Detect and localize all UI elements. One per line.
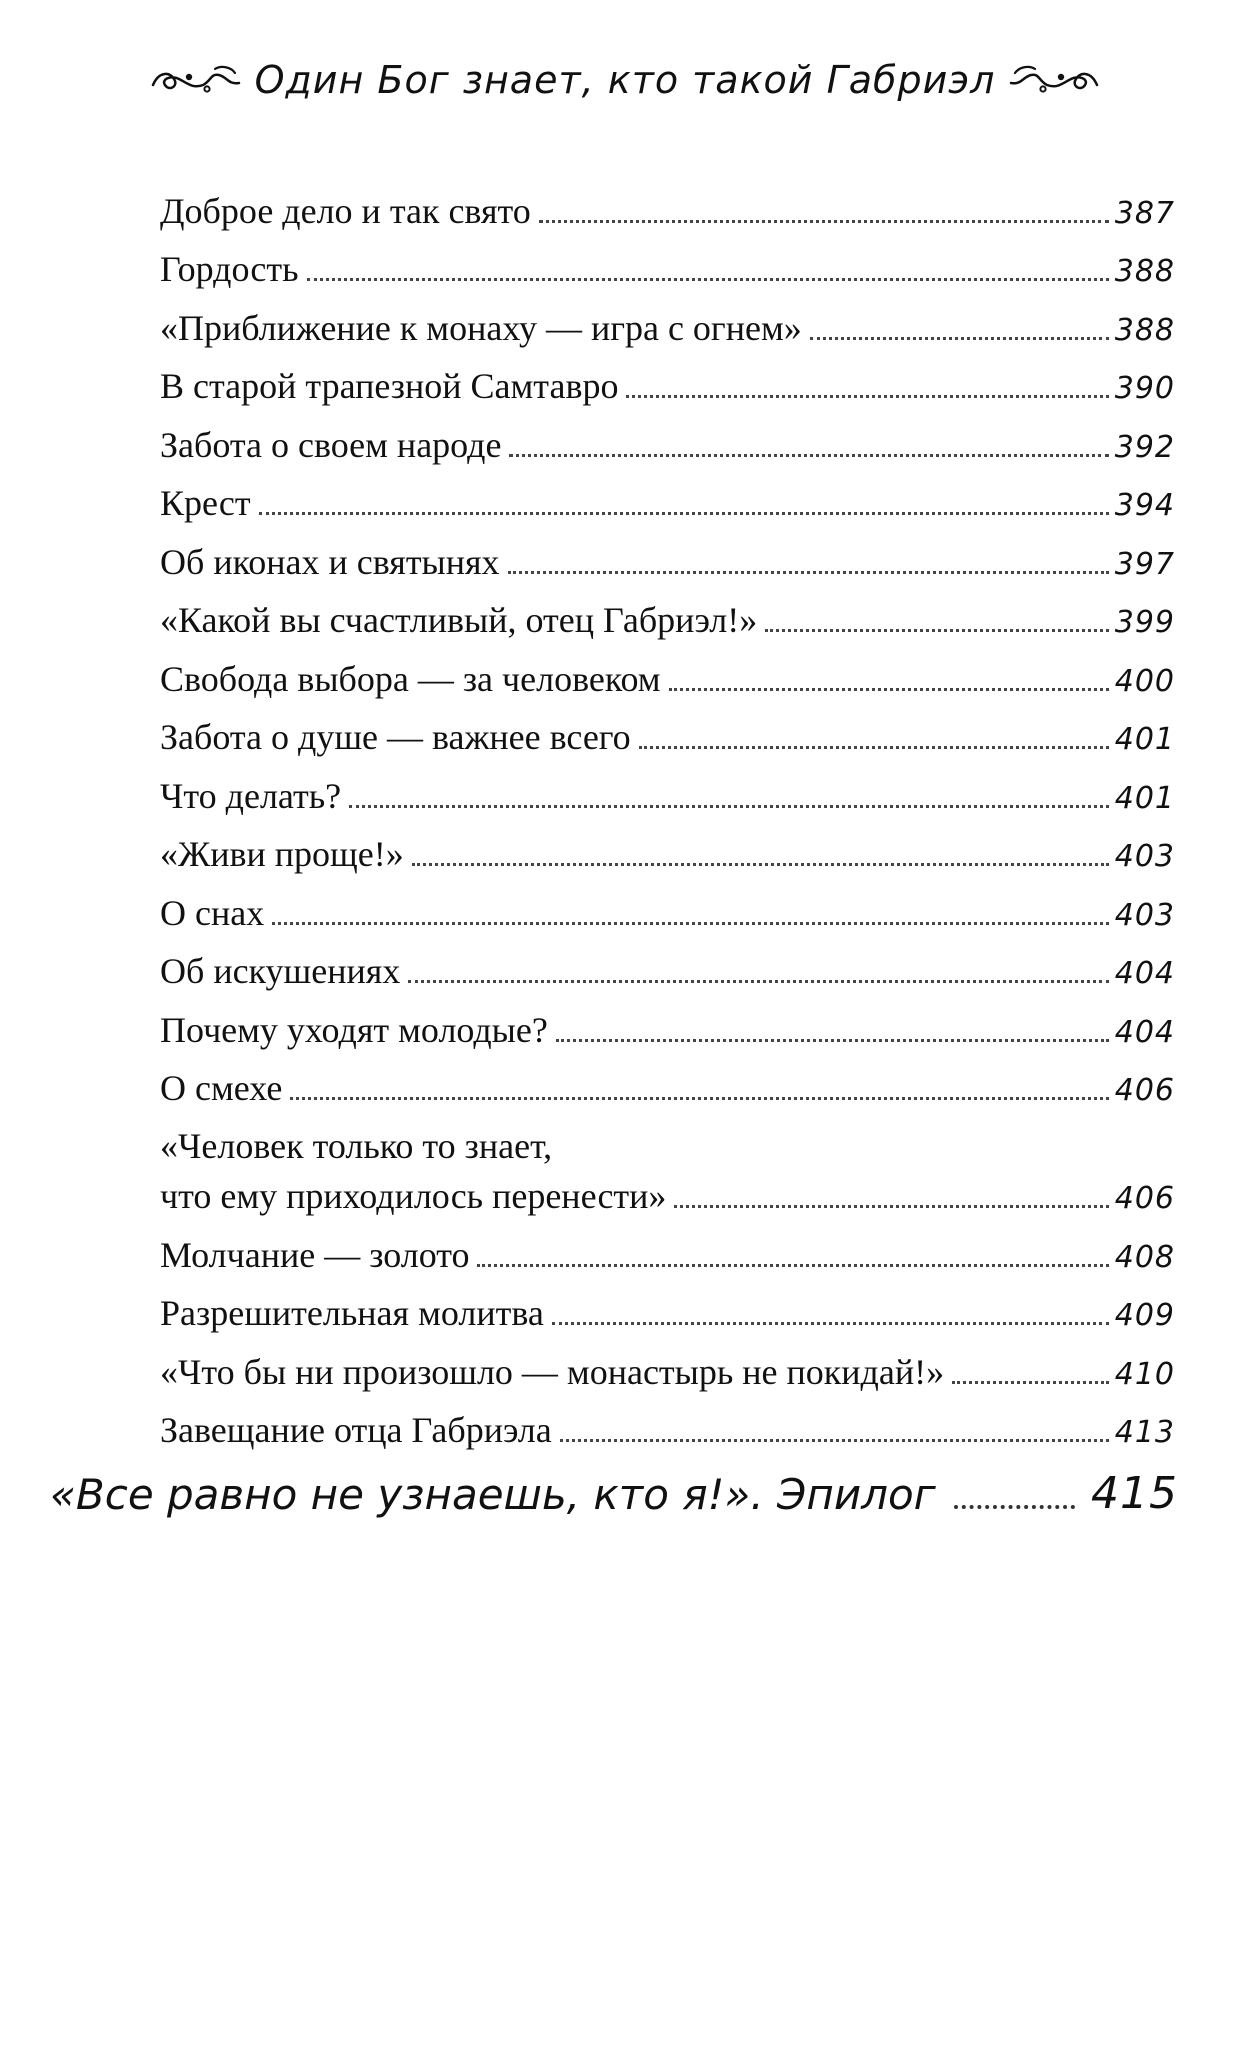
toc-entry-title: Свобода выбора — за человеком [160,658,661,699]
dot-leader [408,980,1108,983]
dot-leader [290,1097,1108,1100]
toc-entry[interactable] [160,229,1175,288]
dot-leader [509,454,1108,457]
toc-entry-page: 397 [1114,546,1175,582]
toc-entry-page: 399 [1114,605,1175,640]
dot-leader [954,1505,1075,1509]
dot-leader [259,512,1109,515]
epilogue-page: 415 [1091,1468,1178,1519]
epilogue-title: «Все равно не узнаешь, кто я!». Эпилог [50,1470,936,1519]
toc-entry[interactable] [160,170,1175,229]
toc-entry-title: Молчание — золото [160,1234,470,1275]
toc-entry-page: 388 [1114,312,1175,348]
toc-entry-title: О смехе [160,1068,283,1108]
toc-entry-page: 401 [1114,780,1175,816]
toc-entry-title-line1: «Человек только то знает, [160,1126,553,1166]
toc-entry-page: 392 [1114,429,1175,465]
toc-entry-title: «Живи проще!» [160,834,404,874]
dot-leader [765,629,1109,632]
toc-entry[interactable] [160,463,1175,522]
toc-entry-page: 404 [1114,1014,1175,1050]
dot-leader [556,1039,1109,1042]
dot-leader [552,1322,1109,1325]
toc-entry-page: 401 [1114,722,1175,757]
toc-entry-page: 394 [1114,488,1175,523]
toc-entry-title-line2: что ему приходилось перенести» [160,1176,667,1216]
toc-entry-title: Об иконах и святынях [160,541,500,582]
toc-entry-line2 [160,1178,1175,1214]
toc-entry[interactable] [160,404,1175,463]
toc-entry[interactable] [160,1214,1175,1273]
toc-entry-page: 400 [1114,663,1175,699]
table-of-contents [160,170,1175,1448]
dot-leader [669,688,1109,691]
dot-leader [349,805,1109,808]
toc-entry-title: Что делать? [160,775,342,816]
toc-entry[interactable] [160,580,1175,639]
toc-entry-title: «Какой вы счастливый, отец Габриэл!» [160,600,758,640]
toc-entry-title: Забота о своем народе [160,424,502,465]
toc-entry[interactable] [160,931,1175,990]
flourish-ornament-icon [1005,63,1101,97]
toc-entry-page: 404 [1114,956,1175,991]
dot-leader [952,1381,1109,1384]
toc-entry-page: 409 [1114,1298,1175,1333]
toc-entry-title: Крест [160,483,251,523]
toc-entry[interactable] [160,1048,1175,1107]
toc-entry-page: 406 [1114,1181,1175,1216]
toc-entry-title: «Приближение к монаху — игра с огнем» [160,307,802,348]
toc-entry-title: Разрешительная молитва [160,1293,544,1333]
dot-leader [412,863,1109,866]
toc-entry-page: 410 [1114,1356,1175,1392]
dot-leader [674,1205,1108,1208]
toc-entry-title: Доброе дело и так свято [160,190,531,231]
dot-leader [272,922,1109,925]
toc-entry-page: 390 [1114,371,1175,406]
toc-entry[interactable] [160,346,1175,405]
toc-entry[interactable] [160,814,1175,873]
toc-entry-page: 408 [1114,1239,1175,1275]
toc-entry-title: О снах [160,892,265,933]
toc-entry[interactable] [160,1390,1175,1449]
toc-entry-title: Забота о душе — важнее всего [160,717,631,757]
toc-entry-page: 388 [1114,254,1175,289]
toc-entry-page: 406 [1114,1073,1175,1108]
toc-epilogue-entry[interactable] [50,1468,1178,1519]
toc-entry-title: Об искушениях [160,951,401,991]
toc-entry[interactable] [160,755,1175,814]
toc-entry[interactable] [160,697,1175,756]
toc-entry-page: 387 [1114,195,1175,231]
dot-leader [307,278,1109,281]
toc-entry-title: Гордость [160,249,299,289]
dot-leader [539,220,1109,223]
dot-leader [810,337,1109,340]
dot-leader [639,746,1109,749]
toc-entry[interactable] [160,638,1175,697]
dot-leader [477,1264,1108,1267]
toc-entry-title: «Что бы ни произошло — монастырь не покидай!» [160,1351,945,1392]
toc-entry[interactable] [160,872,1175,931]
running-header-title: Один Бог знает, кто такой Габриэл [254,58,996,102]
toc-entry[interactable] [160,989,1175,1048]
toc-entry[interactable] [160,1106,1175,1214]
running-header [0,58,1250,102]
dot-leader [508,571,1109,574]
dot-leader [560,1439,1109,1442]
toc-entry[interactable] [160,1331,1175,1390]
toc-entry[interactable] [160,287,1175,346]
flourish-ornament-icon [149,63,245,97]
toc-entry-title: Завещание отца Габриэла [160,1410,552,1450]
toc-entry-title: В старой трапезной Самтавро [160,366,619,406]
toc-entry-title: Почему уходят молодые? [160,1009,548,1050]
toc-entry[interactable] [160,521,1175,580]
toc-entry[interactable] [160,1273,1175,1332]
toc-entry-page: 403 [1114,897,1175,933]
toc-entry-page: 413 [1114,1415,1175,1450]
dot-leader [626,395,1108,398]
toc-entry-page: 403 [1114,839,1175,874]
